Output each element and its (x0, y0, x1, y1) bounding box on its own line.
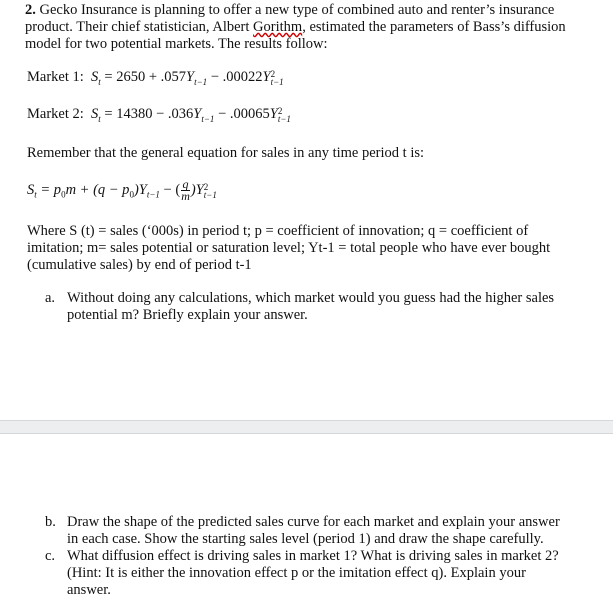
statistician-surname: Gorithm (253, 19, 303, 35)
variable-definitions: Where S (t) = sales (‘000s) in period t; p = coefficient of innovation; q = coefficient of imitation; m= sales potential or saturation level; Yt-1 = total people who have ever bought (cumulative sales) by end of period t-1 (27, 223, 551, 273)
question-item-b: b. Draw the shape of the predicted sales curve for each market and explain your answer in each case. Show the starting sales level (period 1) and draw the shape carefully. (45, 514, 560, 547)
document-page-2 (0, 434, 613, 605)
question-intro: 2. Gecko Insurance is planning to offer a new type of combined auto and renter’s insurance product. Their chief statistician, Albert Gorithm, estimated the parameters of Bass’s diffusion model for two potential markets. The results follow: (25, 2, 566, 52)
market-2-label: Market 2: (27, 106, 84, 122)
question-item-a: a. Without doing any calculations, which market would you guess had the higher sales potential m? Briefly explain your answer. (45, 290, 555, 323)
general-equation: $S_t = p_0m + (q - p_0)Y_{t-1}$ − ( $\frac{q}{m}$ )Y 2 t−1 (27, 177, 217, 203)
market-1-label: Market 1: (27, 69, 84, 85)
general-equation-intro: Remember that the general equation for sales in any time period t is: (27, 145, 425, 161)
question-item-c: c. What diffusion effect is driving sales in market 1? What is driving sales in market 2? (Hint: It is either the innovation effect p or the imitation effect q). Explain your answer. (45, 548, 559, 598)
q-over-m-fraction: $\frac{q}{m}$ (181, 177, 190, 203)
market-1-equation: Market 1: $S_t = 2650 + .057Y_{t-1} - .00022Y$ 2 t−1 (27, 68, 284, 87)
question-number: 2. (25, 2, 36, 18)
market-2-equation: Market 2: $S_t = 14380 - .036Y_{t-1} - .00065Y$ 2 t−1 (27, 105, 291, 124)
page-break-divider (0, 420, 613, 434)
